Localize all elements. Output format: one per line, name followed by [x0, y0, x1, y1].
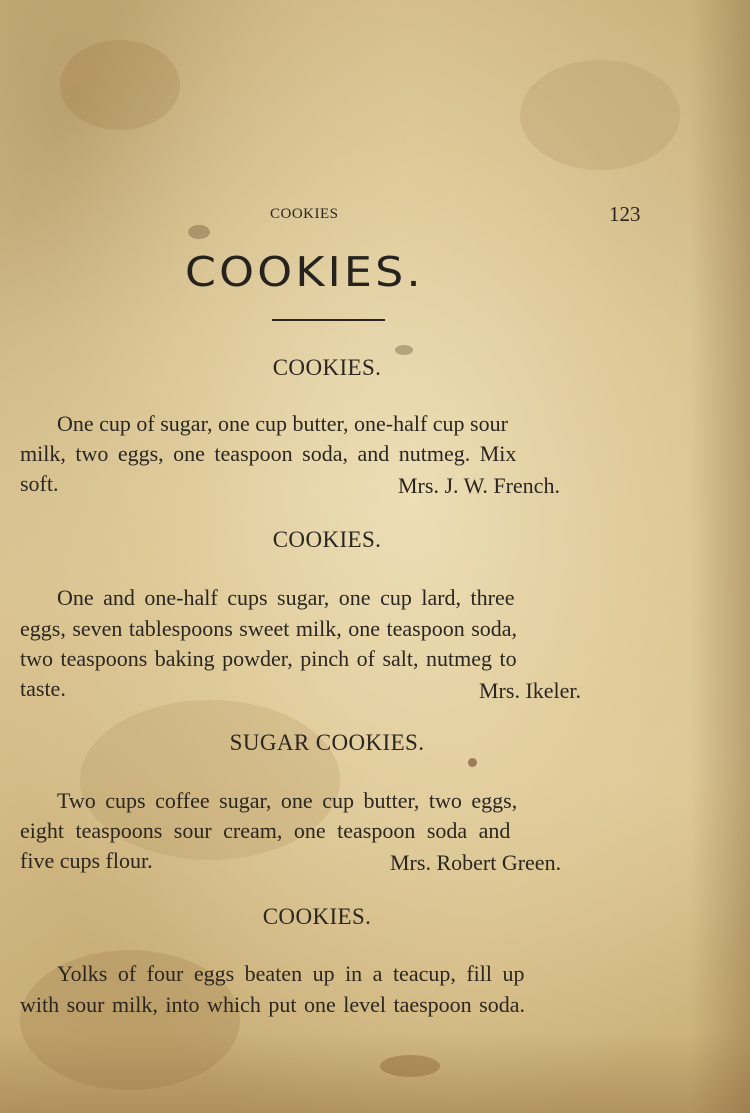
recipe-text-line: Two cups coffee sugar, one cup butter, two eggs,: [57, 788, 518, 813]
recipe-text-line: One cup of sugar, one cup butter, one-half cup sour: [57, 411, 508, 436]
paper-stain: [520, 60, 680, 170]
recipe-text-line: five cups flour.: [20, 848, 153, 873]
recipe-text-line: soft.: [20, 471, 59, 496]
page-edge-shadow: [0, 1033, 750, 1113]
page-number: 123: [609, 202, 641, 226]
recipe-text-line: eight teaspoons sour cream, one teaspoon soda and: [20, 818, 511, 843]
recipe-text-line: two teaspoons baking powder, pinch of salt, nutmeg to: [20, 646, 517, 671]
recipe-text-line: eggs, seven tablespoons sweet milk, one teaspoon soda,: [20, 616, 518, 641]
paper-stain: [395, 345, 413, 355]
recipe-title: COOKIES.: [272, 355, 382, 380]
recipe-attribution: Mrs. Ikeler.: [479, 678, 582, 703]
recipe-attribution: Mrs. J. W. French.: [398, 473, 560, 498]
recipe-text-line: One and one-half cups sugar, one cup lard, three: [57, 585, 515, 610]
running-head: COOKIES: [270, 206, 339, 222]
recipe-attribution: Mrs. Robert Green.: [390, 850, 562, 875]
paper-stain: [188, 225, 210, 239]
recipe-text-line: Yolks of four eggs beaten up in a teacup, fill up: [57, 961, 525, 986]
recipe-title: COOKIES.: [262, 904, 372, 929]
title-divider-rule: [272, 319, 385, 321]
recipe-title: COOKIES.: [272, 527, 382, 552]
page-edge-shadow: [690, 0, 750, 1113]
paper-stain: [60, 40, 180, 130]
chapter-title: COOKIES.: [185, 248, 424, 296]
recipe-title: SUGAR COOKIES.: [229, 730, 425, 755]
paper-stain: [468, 758, 477, 767]
recipe-text-line: taste.: [20, 676, 66, 701]
recipe-text-line: with sour milk, into which put one level taespoon soda.: [20, 992, 525, 1017]
recipe-text-line: milk, two eggs, one teaspoon soda, and nutmeg. Mix: [20, 441, 517, 466]
